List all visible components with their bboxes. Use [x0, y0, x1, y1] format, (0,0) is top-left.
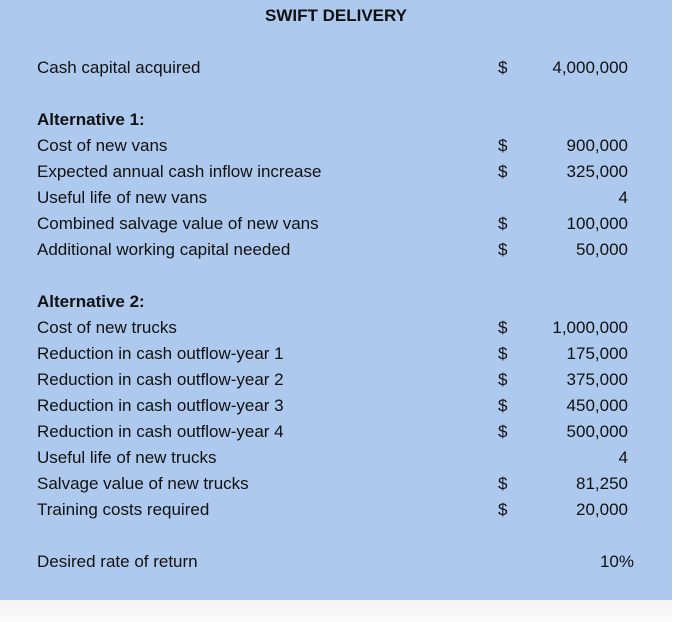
row-value: 375,000 [566, 370, 628, 389]
row-label: Cost of new trucks [37, 318, 177, 337]
row-label: Reduction in cash outflow-year 2 [37, 370, 284, 389]
table-row [0, 159, 672, 185]
row-value: 175,000 [566, 344, 628, 363]
row-label: Desired rate of return [37, 552, 198, 571]
dollar-sign: $ [498, 344, 508, 363]
row-label: Expected annual cash inflow increase [37, 162, 322, 181]
row-value: 4 [618, 188, 628, 207]
dollar-sign: $ [498, 58, 508, 77]
row-label: Useful life of new trucks [37, 448, 217, 467]
row-label: Additional working capital needed [37, 240, 291, 259]
table-row [0, 133, 672, 159]
row-value: 10% [599, 552, 634, 571]
desired-rate-row [0, 549, 672, 575]
dollar-sign: $ [498, 370, 508, 389]
dollar-sign: $ [498, 500, 508, 519]
alt1-heading-row [0, 107, 672, 133]
table-row [0, 315, 672, 341]
row-value: 20,000 [576, 500, 628, 519]
row-value: 325,000 [566, 162, 628, 181]
sheet-title: SWIFT DELIVERY [265, 6, 407, 25]
row-value: 50,000 [576, 240, 628, 259]
row-value: 1,000,000 [552, 318, 628, 337]
table-row [0, 237, 672, 263]
row-value: 450,000 [566, 396, 628, 415]
table-row [0, 497, 672, 523]
row-label: Useful life of new vans [37, 188, 208, 207]
row-label: Cost of new vans [37, 136, 168, 155]
section-heading: Alternative 1: [37, 110, 145, 129]
row-label: Training costs required [37, 500, 210, 519]
table-row [0, 367, 672, 393]
table-row [0, 471, 672, 497]
table-row [0, 341, 672, 367]
row-value: 900,000 [566, 136, 628, 155]
row-value: 81,250 [576, 474, 628, 493]
row-label: Cash capital acquired [37, 58, 201, 77]
dollar-sign: $ [498, 474, 508, 493]
table-row [0, 393, 672, 419]
table-row [0, 445, 672, 471]
section-heading: Alternative 2: [37, 292, 145, 311]
table-row [0, 419, 672, 445]
dollar-sign: $ [498, 214, 508, 233]
row-label: Reduction in cash outflow-year 4 [37, 422, 284, 441]
row-label: Salvage value of new trucks [37, 474, 249, 493]
dollar-sign: $ [498, 396, 508, 415]
dollar-sign: $ [498, 422, 508, 441]
dollar-sign: $ [498, 136, 508, 155]
dollar-sign: $ [498, 318, 508, 337]
row-value: 100,000 [566, 214, 628, 233]
table-row [0, 185, 672, 211]
table-row [0, 211, 672, 237]
dollar-sign: $ [498, 162, 508, 181]
row-value: 4 [618, 448, 628, 467]
row-value: 4,000,000 [552, 58, 628, 77]
row-value: 500,000 [566, 422, 628, 441]
row-label: Combined salvage value of new vans [37, 214, 319, 233]
dollar-sign: $ [498, 240, 508, 259]
row-label: Reduction in cash outflow-year 3 [37, 396, 284, 415]
bottom-strip [0, 600, 672, 622]
alt2-heading-row [0, 289, 672, 315]
cash-capital-row [0, 55, 672, 81]
row-label: Reduction in cash outflow-year 1 [37, 344, 284, 363]
